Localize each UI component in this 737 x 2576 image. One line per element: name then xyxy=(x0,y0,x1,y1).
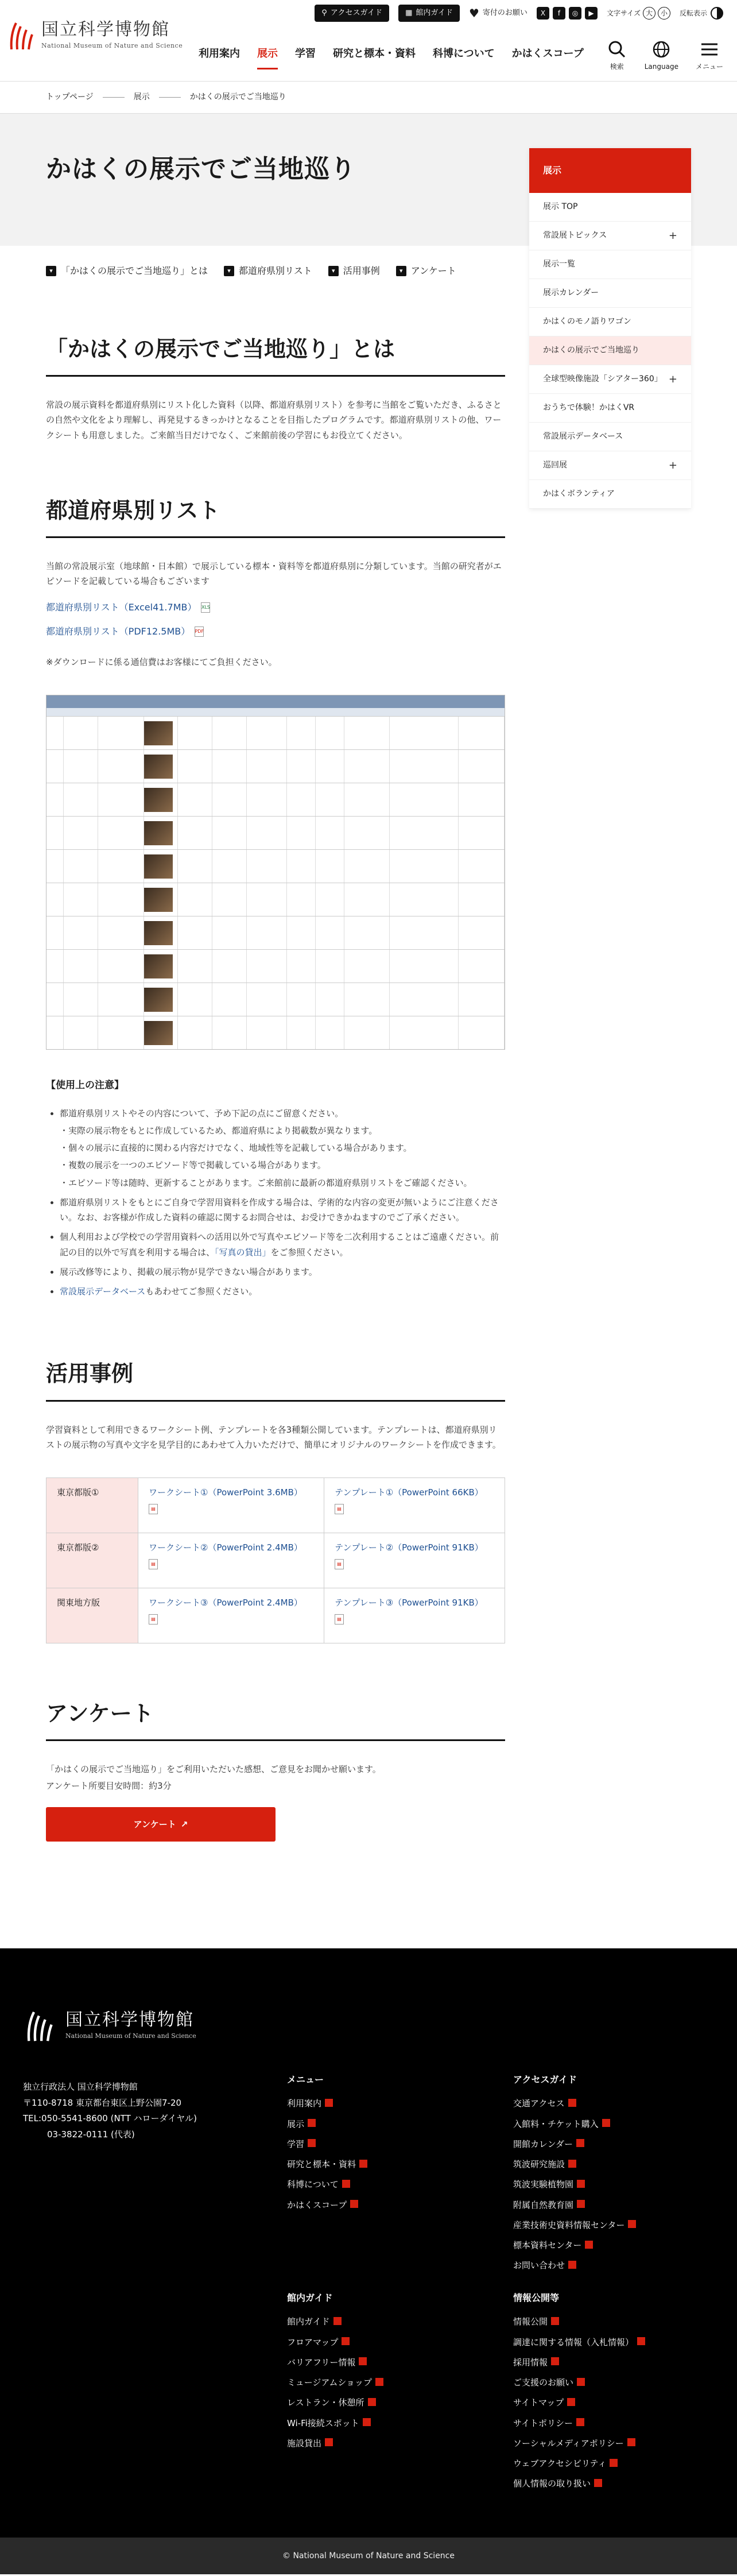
footer-link[interactable]: ミュージアムショップ xyxy=(287,2377,373,2388)
anchor-label: 「かはくの展示でご当地巡り」とは xyxy=(61,265,208,276)
side-nav-item[interactable] xyxy=(529,193,691,222)
arrow-icon xyxy=(577,2200,585,2208)
building-icon: ▦ xyxy=(405,8,413,17)
logo-mark-icon xyxy=(8,17,36,54)
footer-link[interactable]: 採用情報 xyxy=(513,2357,548,2368)
footer-link[interactable]: 学習 xyxy=(287,2138,305,2149)
arrow-icon xyxy=(551,2317,559,2325)
excel-file-icon: XLS xyxy=(201,602,210,613)
note-text: もあわせてご参照ください。 xyxy=(145,1286,258,1297)
footer-logo[interactable] xyxy=(23,2006,196,2046)
footer-link[interactable]: サイトポリシー xyxy=(513,2418,573,2428)
powerpoint-file-icon: ▤ xyxy=(335,1504,344,1514)
arrow-icon xyxy=(363,2418,371,2426)
usage-body: 学習資料として利用できるワークシート例、テンプレートを各3種類公開しています。テンプレートは、都道府県別リストの展示物の写真や文字を見学目的にあわせて入力いただけで、簡単にオリジナルのワークシートを作成できます。 xyxy=(46,1424,501,1450)
side-nav-item[interactable] xyxy=(529,365,691,394)
nav-research[interactable]: 研究と標本・資料 xyxy=(333,48,416,60)
footer-link[interactable]: 調達に関する情報（入札情報） xyxy=(513,2337,634,2347)
worksheet-cell xyxy=(138,1533,324,1588)
list-preview-image xyxy=(46,695,505,1050)
arrow-icon xyxy=(577,2378,585,2386)
logo-title: 国立科学博物館 xyxy=(41,20,170,40)
breadcrumb xyxy=(0,82,737,114)
powerpoint-file-icon: ▤ xyxy=(149,1614,158,1624)
arrow-icon xyxy=(568,2160,576,2168)
site-header xyxy=(0,0,737,82)
preview-photo xyxy=(144,755,173,779)
side-nav-item[interactable] xyxy=(529,250,691,279)
preview-photo xyxy=(144,888,173,912)
footer-link[interactable]: ウェブアクセシビリティ xyxy=(513,2458,607,2469)
map-pin-icon: ⚲ xyxy=(321,8,327,17)
arrow-icon xyxy=(628,2220,636,2228)
arrow-icon xyxy=(359,2357,367,2365)
side-nav-item-label: おうちで体験！かはくVR xyxy=(543,403,635,412)
powerpoint-file-icon: ▤ xyxy=(335,1559,344,1569)
survey-body: 「かはくの展示でご当地巡り」をご利用いただいた感想、ご意見をお聞かせ願います。 xyxy=(46,1764,381,1775)
hamburger-icon xyxy=(699,39,720,60)
footer-tel2: 03-3822-0111 (代表) xyxy=(47,2129,135,2140)
external-link-icon: ↗ xyxy=(180,1819,188,1829)
copyright: © National Museum of Nature and Science xyxy=(0,2538,737,2574)
note-text: をご参照ください。 xyxy=(270,1247,348,1258)
footer-link[interactable]: 情報公開 xyxy=(513,2316,548,2327)
usage-notes xyxy=(46,1106,505,1299)
nav-scope[interactable]: かはくスコープ xyxy=(511,48,584,60)
footer-menu-title: メニュー xyxy=(287,2074,324,2085)
youtube-icon[interactable]: ▶ xyxy=(585,7,598,20)
footer-info-title: 情報公開等 xyxy=(513,2292,560,2303)
preview-photo xyxy=(144,1021,173,1045)
footer-link[interactable]: サイトマップ xyxy=(513,2397,564,2408)
breadcrumb-separator xyxy=(159,97,181,98)
side-nav-item[interactable] xyxy=(529,480,691,509)
sub-note-item: ・エピソード等は随時、更新することがあります。ご来館前に最新の都道府県別リストをご確認ください。 xyxy=(60,1177,472,1188)
menu-label: メニュー xyxy=(695,63,723,71)
page-title: かはくの展示でご当地巡り xyxy=(46,154,356,184)
arrow-icon xyxy=(551,2357,559,2365)
note-item xyxy=(60,1106,505,1190)
arrow-icon xyxy=(576,2418,584,2426)
worksheet-link[interactable]: ワークシート②（PowerPoint 2.4MB） xyxy=(149,1542,302,1553)
about-heading: 「かはくの展示でご当地巡り」とは xyxy=(46,334,505,377)
preview-row xyxy=(46,849,505,883)
worksheet-table xyxy=(46,1477,505,1643)
arrow-icon xyxy=(568,2099,576,2107)
text-size-large-button[interactable]: 大 xyxy=(643,7,655,20)
arrow-icon xyxy=(375,2378,383,2386)
preview-photo xyxy=(144,954,173,978)
preview-photo xyxy=(144,721,173,745)
survey-button[interactable] xyxy=(46,1807,276,1842)
footer-link[interactable]: 附属自然教育園 xyxy=(513,2199,574,2210)
side-nav-item-label: かはくの展示でご当地巡り xyxy=(543,345,639,355)
preview-photo xyxy=(144,921,173,945)
footer-link[interactable]: レストラン・休憩所 xyxy=(287,2397,364,2408)
footer-link[interactable]: お問い合わせ xyxy=(513,2260,565,2271)
search-label: 検索 xyxy=(610,63,624,71)
side-nav-item-label: 常設展示データベース xyxy=(543,431,623,441)
side-nav-item[interactable] xyxy=(529,336,691,365)
arrow-icon xyxy=(342,2180,350,2188)
preview-photo xyxy=(144,988,173,1012)
breadcrumb-exhibition[interactable]: 展示 xyxy=(133,92,150,102)
x-icon[interactable]: X xyxy=(537,7,549,20)
survey-button-label: アンケート xyxy=(133,1819,176,1829)
arrow-icon xyxy=(333,2317,342,2325)
footer-link[interactable]: かはくスコープ xyxy=(287,2199,347,2210)
contrast-toggle[interactable] xyxy=(680,7,723,20)
anchor-usage[interactable] xyxy=(328,263,380,279)
preview-row xyxy=(46,816,505,849)
side-nav-item-label: 巡回展 xyxy=(543,460,567,470)
side-nav-item-label: 展示カレンダー xyxy=(543,288,599,297)
side-nav-item[interactable] xyxy=(529,394,691,423)
table-row xyxy=(46,1478,505,1533)
preview-subheader-row xyxy=(46,708,505,716)
site-logo[interactable] xyxy=(8,17,183,54)
pdf-link-label: 都道府県別リスト（PDF12.5MB） xyxy=(46,625,191,637)
chevron-down-icon: ▾ xyxy=(328,266,339,276)
footer-link[interactable]: 筑波研究施設 xyxy=(513,2159,565,2170)
footer-menu xyxy=(287,2069,367,2215)
survey-section xyxy=(46,1643,505,1842)
anchor-links xyxy=(46,246,505,279)
floor-guide-button[interactable] xyxy=(398,5,460,22)
arrow-icon xyxy=(325,2099,333,2107)
footer-link[interactable]: 利用案内 xyxy=(287,2098,322,2109)
worksheet-cell xyxy=(138,1588,324,1643)
sub-notes xyxy=(60,1123,505,1190)
global-nav xyxy=(199,45,584,69)
row-header: 関東地方版 xyxy=(46,1588,138,1643)
footer-access xyxy=(513,2069,636,2276)
contrast-icon xyxy=(711,7,723,20)
side-nav-heading[interactable]: 展示 xyxy=(529,148,691,193)
breadcrumb-current: かはくの展示でご当地巡り xyxy=(189,92,286,102)
facebook-icon[interactable]: f xyxy=(553,7,565,20)
about-body: 常設の展示資料を都道府県別にリスト化した資料（以降、都道府県別リスト）を参考に当館をご覧いただき、ふるさとの自然や文化をより理解し、再発見するきっかけとなることを目指したプログラムです。都道府県別リストの他、ワークシートも用意しました。ご来館当日だけでなく、ご来館前後の学習にもお役立てください。 xyxy=(46,400,502,440)
template-link[interactable]: テンプレート②（PowerPoint 91KB） xyxy=(335,1542,483,1553)
chevron-down-icon: ▾ xyxy=(46,266,56,276)
note-item xyxy=(60,1229,505,1260)
worksheet-link[interactable]: ワークシート①（PowerPoint 3.6MB） xyxy=(149,1487,302,1498)
footer-link[interactable]: 交通アクセス xyxy=(513,2098,565,2109)
anchor-label: 活用事例 xyxy=(343,265,380,276)
footer-link[interactable]: 標本資料センター xyxy=(513,2240,582,2251)
anchor-label: アンケート xyxy=(410,265,456,276)
side-nav-item[interactable] xyxy=(529,308,691,336)
footer-link[interactable]: ソーシャルメディアポリシー xyxy=(513,2438,624,2449)
preview-photo xyxy=(144,788,173,812)
side-nav-item-label: 常設展トピックス xyxy=(543,230,607,240)
side-nav-item-label: かはくボランティア xyxy=(543,489,615,498)
footer-link[interactable]: 産業技術史資料情報センター xyxy=(513,2219,625,2230)
usage-section xyxy=(46,1304,505,1643)
nav-exhibition[interactable]: 展示 xyxy=(257,45,278,69)
note-item: • 都道府県別リストをもとにご自身で学習用資料を作成する場合は、学術的な内容の変更が無いようにご注意ください。なお、お客様が作成した資料の確認に関するお問合せは、お受けできかねますのでご了承ください。 xyxy=(60,1195,505,1225)
logo-mark-icon xyxy=(23,2006,57,2046)
download-notice: ※ダウンロードに係る通信費はお客様にてご負担ください。 xyxy=(46,656,277,667)
chevron-down-icon: ▾ xyxy=(396,266,406,276)
arrow-icon xyxy=(368,2398,376,2406)
arrow-icon xyxy=(577,2180,585,2188)
search-icon xyxy=(607,39,627,60)
arrow-icon xyxy=(585,2241,593,2249)
preview-row xyxy=(46,1016,505,1049)
list-body: 当館の常設展示室（地球館・日本館）で展示している標本・資料等を都道府県別に分類しています。当館の研究者がエピソードを記載している場合もございます xyxy=(46,561,502,587)
sub-note-item: ・個々の展示に直接的に関わる内容だけでなく、地域性等を記載している場合があります。 xyxy=(60,1143,412,1154)
excel-link-label: 都道府県別リスト（Excel41.7MB） xyxy=(46,601,197,613)
side-nav xyxy=(529,148,691,509)
side-nav-item[interactable] xyxy=(529,279,691,308)
menu-button[interactable] xyxy=(696,39,723,73)
footer-access-title: アクセスガイド xyxy=(513,2074,577,2085)
breadcrumb-separator xyxy=(103,97,125,98)
plus-icon: + xyxy=(668,229,677,242)
arrow-icon xyxy=(342,2337,350,2345)
side-nav-item-label: 展示一覧 xyxy=(543,259,575,269)
arrow-icon xyxy=(610,2459,618,2467)
side-nav-item[interactable] xyxy=(529,423,691,451)
list-heading: 都道府県別リスト xyxy=(46,496,505,538)
anchor-label: 都道府県別リスト xyxy=(239,265,312,276)
side-nav-item[interactable] xyxy=(529,451,691,480)
sns-links xyxy=(537,7,598,20)
template-link[interactable]: テンプレート③（PowerPoint 91KB） xyxy=(335,1598,483,1608)
logo-subtitle: National Museum of Nature and Science xyxy=(41,42,183,50)
globe-icon xyxy=(651,39,672,60)
powerpoint-file-icon: ▤ xyxy=(149,1504,158,1514)
footer-link[interactable]: Wi-Fi接続スポット xyxy=(287,2418,359,2428)
nav-guide[interactable]: 利用案内 xyxy=(199,48,240,60)
database-link[interactable]: 常設展示データベース xyxy=(60,1286,146,1297)
footer-tel: TEL:050-5541-8600 (NTT ハローダイヤル) xyxy=(23,2113,197,2124)
arrow-icon xyxy=(594,2479,602,2487)
worksheet-cell xyxy=(138,1478,324,1533)
footer-org: 独立行政法人 国立科学博物館 xyxy=(23,2081,138,2092)
side-nav-item-label: 展示 TOP xyxy=(543,202,578,211)
photo-lending-link[interactable]: 「写真の貸出」 xyxy=(215,1247,271,1258)
template-cell xyxy=(324,1588,505,1643)
text-size-label: 文字サイズ xyxy=(606,9,641,17)
footer-floor-title: 館内ガイド xyxy=(287,2292,333,2303)
table-row xyxy=(46,1533,505,1588)
arrow-icon xyxy=(627,2438,635,2446)
footer-link[interactable]: 館内ガイド xyxy=(287,2316,330,2327)
plus-icon: + xyxy=(668,459,677,471)
contrast-label: 反転表示 xyxy=(679,9,707,17)
floor-guide-label: 館内ガイド xyxy=(416,8,453,17)
arrow-icon xyxy=(308,2119,316,2127)
pdf-file-icon: PDF xyxy=(195,626,204,637)
footer-floor xyxy=(287,2287,383,2454)
footer-link[interactable]: 入館料・チケット購入 xyxy=(513,2118,599,2129)
footer-link[interactable]: フロアマップ xyxy=(287,2337,339,2347)
footer-logo-subtitle: National Museum of Nature and Science xyxy=(65,2032,196,2040)
preview-photo xyxy=(144,821,173,845)
footer-link[interactable]: 筑波実験植物園 xyxy=(513,2179,574,2190)
pdf-download-link[interactable] xyxy=(46,624,505,640)
anchor-about[interactable] xyxy=(46,263,208,279)
footer-link[interactable]: 個人情報の取り扱い xyxy=(513,2478,591,2489)
footer-link[interactable]: 研究と標本・資料 xyxy=(287,2159,356,2170)
template-cell xyxy=(324,1533,505,1588)
language-button[interactable] xyxy=(645,39,678,73)
powerpoint-file-icon: ▤ xyxy=(335,1614,344,1624)
preview-row xyxy=(46,783,505,816)
breadcrumb-home[interactable]: トップページ xyxy=(46,92,94,102)
footer-link[interactable]: 科博について xyxy=(287,2179,339,2190)
donate-label: 寄付のお願い xyxy=(482,8,527,17)
header-icons xyxy=(607,39,723,73)
arrow-icon xyxy=(359,2160,367,2168)
side-nav-item-label: かはくのモノ語りワゴン xyxy=(543,316,631,326)
list-section xyxy=(46,443,505,1299)
usage-heading: 活用事例 xyxy=(46,1359,505,1401)
access-guide-button[interactable] xyxy=(315,5,389,22)
arrow-icon xyxy=(567,2398,575,2406)
side-nav-item[interactable] xyxy=(529,222,691,250)
excel-download-link[interactable] xyxy=(46,599,505,616)
preview-row xyxy=(46,916,505,949)
preview-photo xyxy=(144,854,173,879)
utility-bar xyxy=(239,0,737,26)
about-section xyxy=(46,279,505,443)
site-footer xyxy=(0,1948,737,2574)
footer-info xyxy=(513,2287,645,2494)
preview-row xyxy=(46,883,505,916)
sub-note-item: ・複数の展示を一つのエピソード等で掲載している場合があります。 xyxy=(60,1160,326,1171)
language-label: Language xyxy=(644,63,678,71)
chevron-down-icon: ▾ xyxy=(224,266,234,276)
arrow-icon xyxy=(325,2438,333,2446)
preview-row xyxy=(46,949,505,983)
template-link[interactable]: テンプレート①（PowerPoint 66KB） xyxy=(335,1487,483,1498)
survey-heading: アンケート xyxy=(46,1699,505,1741)
side-nav-item-label: 全球型映像施設「シアター360」 xyxy=(543,374,662,384)
arrow-icon xyxy=(308,2139,316,2147)
note-text: 都道府県別リストやその内容について、予め下記の点にご留意ください。 xyxy=(60,1108,344,1119)
anchor-survey[interactable] xyxy=(396,263,456,279)
search-button[interactable] xyxy=(607,39,627,73)
powerpoint-file-icon: ▤ xyxy=(149,1559,158,1569)
arrow-icon xyxy=(568,2261,576,2269)
note-text: 個人利用および学校での学習用資料への活用以外で写真やエピソード等を二次利用することはご遠慮ください。前記の目的以外で写真を利用する場合は、 xyxy=(60,1232,499,1258)
table-row xyxy=(46,1588,505,1643)
footer-link[interactable]: ご支援のお願い xyxy=(513,2377,574,2388)
text-size-control xyxy=(607,7,670,20)
footer-link[interactable]: 施設貸出 xyxy=(287,2438,322,2449)
arrow-icon xyxy=(576,2139,584,2147)
arrow-icon xyxy=(350,2200,358,2208)
footer-link[interactable]: 展示 xyxy=(287,2118,305,2129)
footer-link[interactable]: 開館カレンダー xyxy=(513,2138,573,2149)
instagram-icon[interactable]: ◎ xyxy=(569,7,581,20)
preview-row xyxy=(46,749,505,783)
heart-icon: ♥ xyxy=(468,6,479,20)
footer-address xyxy=(23,2079,197,2143)
notes-title: 【使用上の注意】 xyxy=(46,1079,124,1091)
preview-row xyxy=(46,716,505,749)
worksheet-link[interactable]: ワークシート③（PowerPoint 2.4MB） xyxy=(149,1598,302,1608)
footer-logo-title: 国立科学博物館 xyxy=(65,2010,194,2030)
survey-time: アンケート所要目安時間：約3分 xyxy=(46,1780,172,1791)
donate-link[interactable] xyxy=(469,3,527,24)
nav-about[interactable]: 科博について xyxy=(433,48,495,60)
arrow-icon xyxy=(602,2119,610,2127)
row-header: 東京都版② xyxy=(46,1533,138,1588)
note-item: • 展示改修等により、掲載の展示物が見学できない場合があります。 xyxy=(60,1264,505,1279)
anchor-list[interactable] xyxy=(224,263,312,279)
arrow-icon xyxy=(637,2337,645,2345)
text-size-small-button[interactable]: 小 xyxy=(658,7,670,20)
preview-header-row xyxy=(46,695,505,708)
note-item xyxy=(60,1284,505,1299)
row-header: 東京都版① xyxy=(46,1478,138,1533)
preview-row xyxy=(46,983,505,1016)
template-cell xyxy=(324,1478,505,1533)
main-content xyxy=(46,246,505,1842)
plus-icon: + xyxy=(668,373,677,385)
footer-postal: 〒110-8718 東京都台東区上野公園7-20 xyxy=(23,2097,182,2108)
footer-link[interactable]: バリアフリー情報 xyxy=(287,2357,356,2368)
sub-note-item: ・実際の展示物をもとに作成しているため、都道府県により掲載数が異なります。 xyxy=(60,1125,378,1136)
access-guide-label: アクセスガイド xyxy=(330,8,383,17)
nav-learning[interactable]: 学習 xyxy=(295,48,316,60)
